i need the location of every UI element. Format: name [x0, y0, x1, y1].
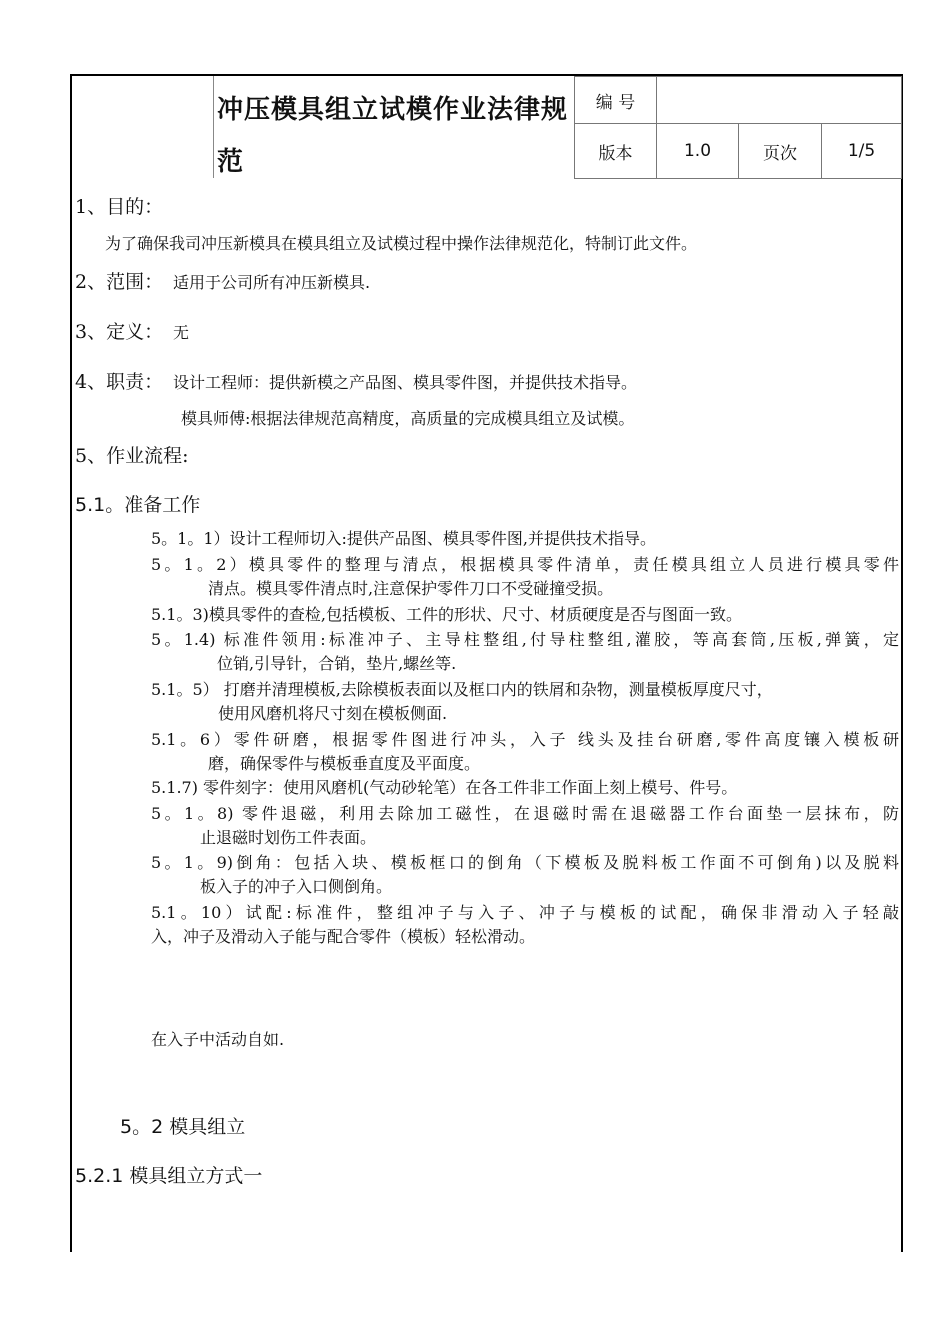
page-label: 页次	[739, 124, 822, 179]
step-line-cont: 位销,引导针，合销，垫片,螺丝等.	[217, 654, 457, 673]
step-line-cont: 止退磁时划伤工件表面。	[200, 828, 377, 847]
page-value: 1/5	[822, 124, 902, 179]
purpose-heading: 1、目的：	[75, 196, 164, 218]
step-line: 5.1.7) 零件刻字：使用风磨机(气动砂轮笔）在各工件非工作面上刻上模号、件号。	[151, 778, 738, 797]
step-item	[151, 728, 899, 776]
title-divider	[213, 76, 214, 178]
version-value: 1.0	[657, 124, 739, 179]
step-line: 5.1。10）试配:标准件，整组冲子与入子、冲子与模板的试配，确保非滑动入子轻敲	[151, 903, 899, 922]
step-item	[151, 776, 899, 800]
page-frame-left	[70, 74, 72, 1252]
step-line: 5.1。6）零件研磨，根据零件图进行冲头，入子 线头及挂台研磨,零件高度镶入模板研	[151, 730, 899, 749]
purpose-text: 为了确保我司冲压新模具在模具组立及试模过程中操作法律规范化，特制订此文件。	[105, 234, 698, 253]
step-item	[151, 901, 899, 949]
step-line: 5.1。3)模具零件的查检,包括模板、工件的形状、尺寸、材质硬度是否与图面一致。	[151, 605, 742, 624]
scope-heading: 2、范围：	[75, 271, 164, 293]
document-title: 冲压模具组立试模作业法律规范	[217, 95, 569, 177]
step-item	[151, 678, 899, 726]
page-frame-right	[901, 74, 903, 1252]
definition-heading: 3、定义：	[75, 321, 164, 343]
step-line: 5。1。9)倒角：包括入块、模板框口的倒角（下模板及脱料板工作面不可倒角)以及脱料	[151, 853, 899, 872]
step-line-cont: 板入子的冲子入口侧倒角。	[200, 877, 393, 896]
after-note: 在入子中活动自如.	[151, 1030, 285, 1049]
definition-text: 无	[173, 323, 190, 342]
duty-heading: 4、职责：	[75, 371, 164, 393]
assembly-sub-heading: 5.2.1 模具组立方式一	[75, 1165, 263, 1187]
flow-heading: 5、作业流程:	[75, 445, 189, 467]
step-line: 5。1。8) 零件退磁，利用去除加工磁性，在退磁时需在退磁器工作台面垫一层抹布，防	[151, 804, 899, 823]
duty-text-master: 模具师傅:根据法律规范高精度，高质量的完成模具组立及试模。	[181, 409, 635, 428]
document-meta-table	[574, 76, 902, 179]
step-item	[151, 603, 899, 627]
step-line: 5。1.4) 标准件领用:标准冲子、主导柱整组,付导柱整组,灌胶，等高套筒,压板,弹簧，定	[151, 630, 899, 649]
prep-heading: 5.1。准备工作	[75, 494, 201, 516]
step-item	[151, 553, 899, 601]
step-item	[151, 851, 899, 899]
version-label: 版本	[575, 124, 657, 179]
assembly-heading: 5。2 模具组立	[120, 1116, 246, 1138]
step-item	[151, 802, 899, 850]
step-item	[151, 628, 899, 676]
duty-text-engineer: 设计工程师：提供新模之产品图、模具零件图，并提供技术指导。	[173, 373, 638, 392]
step-line-cont: 入，冲子及滑动入子能与配合零件（模板）轻松滑动。	[151, 927, 536, 946]
step-line-cont: 使用风磨机将尺寸刻在模板侧面.	[218, 704, 448, 723]
code-value	[657, 77, 902, 124]
scope-text: 适用于公司所有冲压新模具.	[173, 273, 371, 292]
step-item	[151, 527, 899, 551]
step-line-cont: 清点。模具零件清点时,注意保护零件刀口不受碰撞受损。	[208, 579, 614, 598]
step-line-cont: 磨，确保零件与模板垂直度及平面度。	[208, 754, 481, 773]
step-line: 5.1。5） 打磨并清理模板,去除模板表面以及框口内的铁屑和杂物，测量模板厚度尺寸，	[151, 680, 773, 699]
step-line: 5。1。1）设计工程师切入:提供产品图、模具零件图,并提供技术指导。	[151, 529, 657, 548]
step-line: 5。1。2）模具零件的整理与清点，根据模具零件清单，责任模具组立人员进行模具零件	[151, 555, 899, 574]
code-label: 编 号	[575, 77, 657, 124]
